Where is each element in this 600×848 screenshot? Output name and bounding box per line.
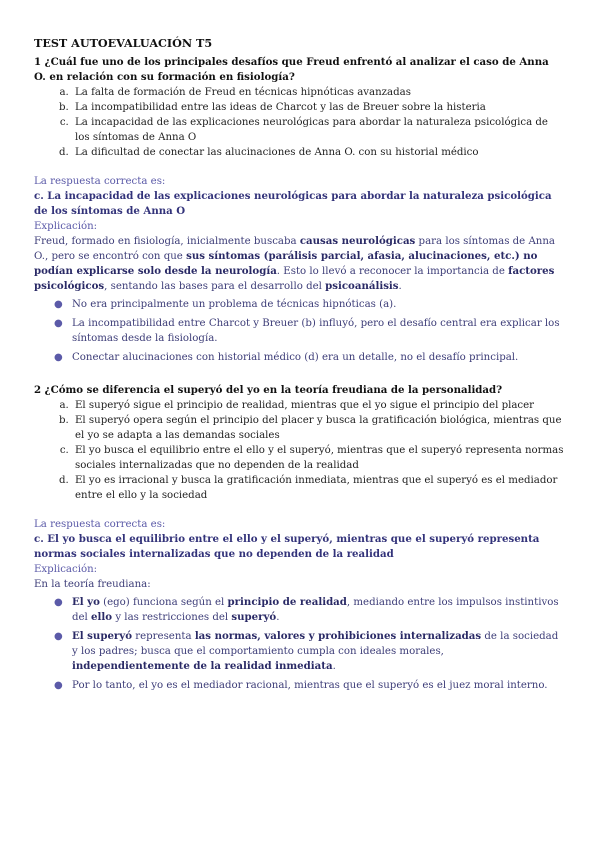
text-run: , mediando entre los impulsos instintivos del [72,597,559,623]
list-item [54,316,564,346]
correct-answer: c. El yo busca el equilibrio entre el ello y el superyó, mientras que el superyó representa normas sociales internalizadas que no dependen de la realidad [34,533,540,560]
text-run: y las restricciones del [112,612,232,623]
bold-text-run: El yo [72,596,100,608]
bold-text-run: independientemente de la realidad inmediata [72,660,333,672]
text-run: Por lo tanto, el yo es el mediador racional, mientras que el superyó es el juez moral interno. [72,680,548,691]
list-item [54,595,564,625]
explanation-bullets [34,297,564,365]
option-item: d. El yo es irracional y busca la gratificación inmediata, mientras que el superyó es el mediador entre el ello y la sociedad [72,473,564,503]
options-list [34,85,564,160]
document-page [34,36,564,697]
text-run: . [398,281,402,292]
list-item [54,678,564,693]
bullet-dot-icon: ● [54,680,63,691]
option-item: c. La incapacidad de las explicaciones neurológicas para abordar la naturaleza psicológica de los síntomas de Anna O [72,115,564,145]
bullet-dot-icon: ● [54,597,63,608]
explanation-label: Explicación: [34,564,98,575]
bullet-dot-icon: ● [54,318,63,329]
text-run: . [332,661,336,672]
bullet-dot-icon: ● [54,631,63,642]
text-run: En la teoría freudiana: [34,579,151,590]
explanation-bullets [34,595,564,693]
bold-text-run: El superyó [72,630,133,642]
bold-text-run: superyó [231,611,277,623]
text-run: La incompatibilidad entre Charcot y Breuer (b) influyó, pero el desafío central era explicar los síntomas desde la fisiología. [72,318,560,344]
explanation-text [34,577,564,592]
option-item: c. El yo busca el equilibrio entre el ello y el superyó, mientras que el superyó representa normas sociales internalizadas que no dependen de la realidad [72,443,564,473]
list-item [54,629,564,674]
question-block [34,383,564,693]
bold-text-run: las normas, valores y prohibiciones internalizadas [194,630,482,642]
bold-text-run: causas neurológicas [299,235,416,247]
list-item [54,297,564,312]
option-item: a. La falta de formación de Freud en técnicas hipnóticas avanzadas [72,85,564,100]
explanation-text [34,234,564,294]
option-item: a. El superyó sigue el principio de realidad, mientras que el yo sigue el principio del placer [72,398,564,413]
explanation-label: Explicación: [34,221,98,232]
bold-text-run: factores psicológicos [34,265,555,292]
option-item: b. El superyó opera según el principio del placer y busca la gratificación biológica, mientras que el yo se adapta a las demandas sociales [72,413,564,443]
question-text: 2 ¿Cómo se diferencia el superyó del yo en la teoría freudiana de la personalidad? [34,384,503,396]
text-run: Conectar alucinaciones con historial médico (d) era un detalle, no el desafío principal. [72,352,519,363]
bold-text-run: sus síntomas (parálisis parcial, afasia, alucinaciones, etc.) no podían explicarse solo desde la neurología [34,250,538,277]
correct-answer-label: La respuesta correcta es: [34,519,166,530]
options-list [34,398,564,503]
text-run: , sentando las bases para el desarrollo del [104,281,326,292]
text-run: . [276,612,280,623]
question-block [34,55,564,365]
page-title: TEST AUTOEVALUACIÓN T5 [34,36,213,50]
text-run: de la sociedad y los padres; busca que el comportamiento cumpla con ideales morales, [72,631,559,657]
list-item [54,350,564,365]
correct-answer: c. La incapacidad de las explicaciones neurológicas para abordar la naturaleza psicológica de los síntomas de Anna O [34,190,552,217]
correct-answer-label: La respuesta correcta es: [34,176,166,187]
text-run: No era principalmente un problema de técnicas hipnóticas (a). [72,299,397,310]
text-run: Freud, formado en fisiología, inicialmente buscaba [34,236,300,247]
bold-text-run: ello [91,611,113,623]
text-run: representa [132,631,195,642]
bullet-dot-icon: ● [54,352,63,363]
option-item: d. La dificultad de conectar las alucinaciones de Anna O. con su historial médico [72,145,564,160]
text-run: para los síntomas de Anna O., pero se encontró con que [34,236,556,262]
text-run: . Esto lo llevó a reconocer la importancia de [276,266,509,277]
bold-text-run: psicoanálisis [325,280,399,292]
question-text: 1 ¿Cuál fue uno de los principales desafíos que Freud enfrentó al analizar el caso de Anna O. en relación con su formación en fisiología? [34,56,549,83]
bold-text-run: principio de realidad [227,596,347,608]
text-run: (ego) funciona según el [99,597,228,608]
option-item: b. La incompatibilidad entre las ideas de Charcot y las de Breuer sobre la histeria [72,100,564,115]
bullet-dot-icon: ● [54,299,63,310]
